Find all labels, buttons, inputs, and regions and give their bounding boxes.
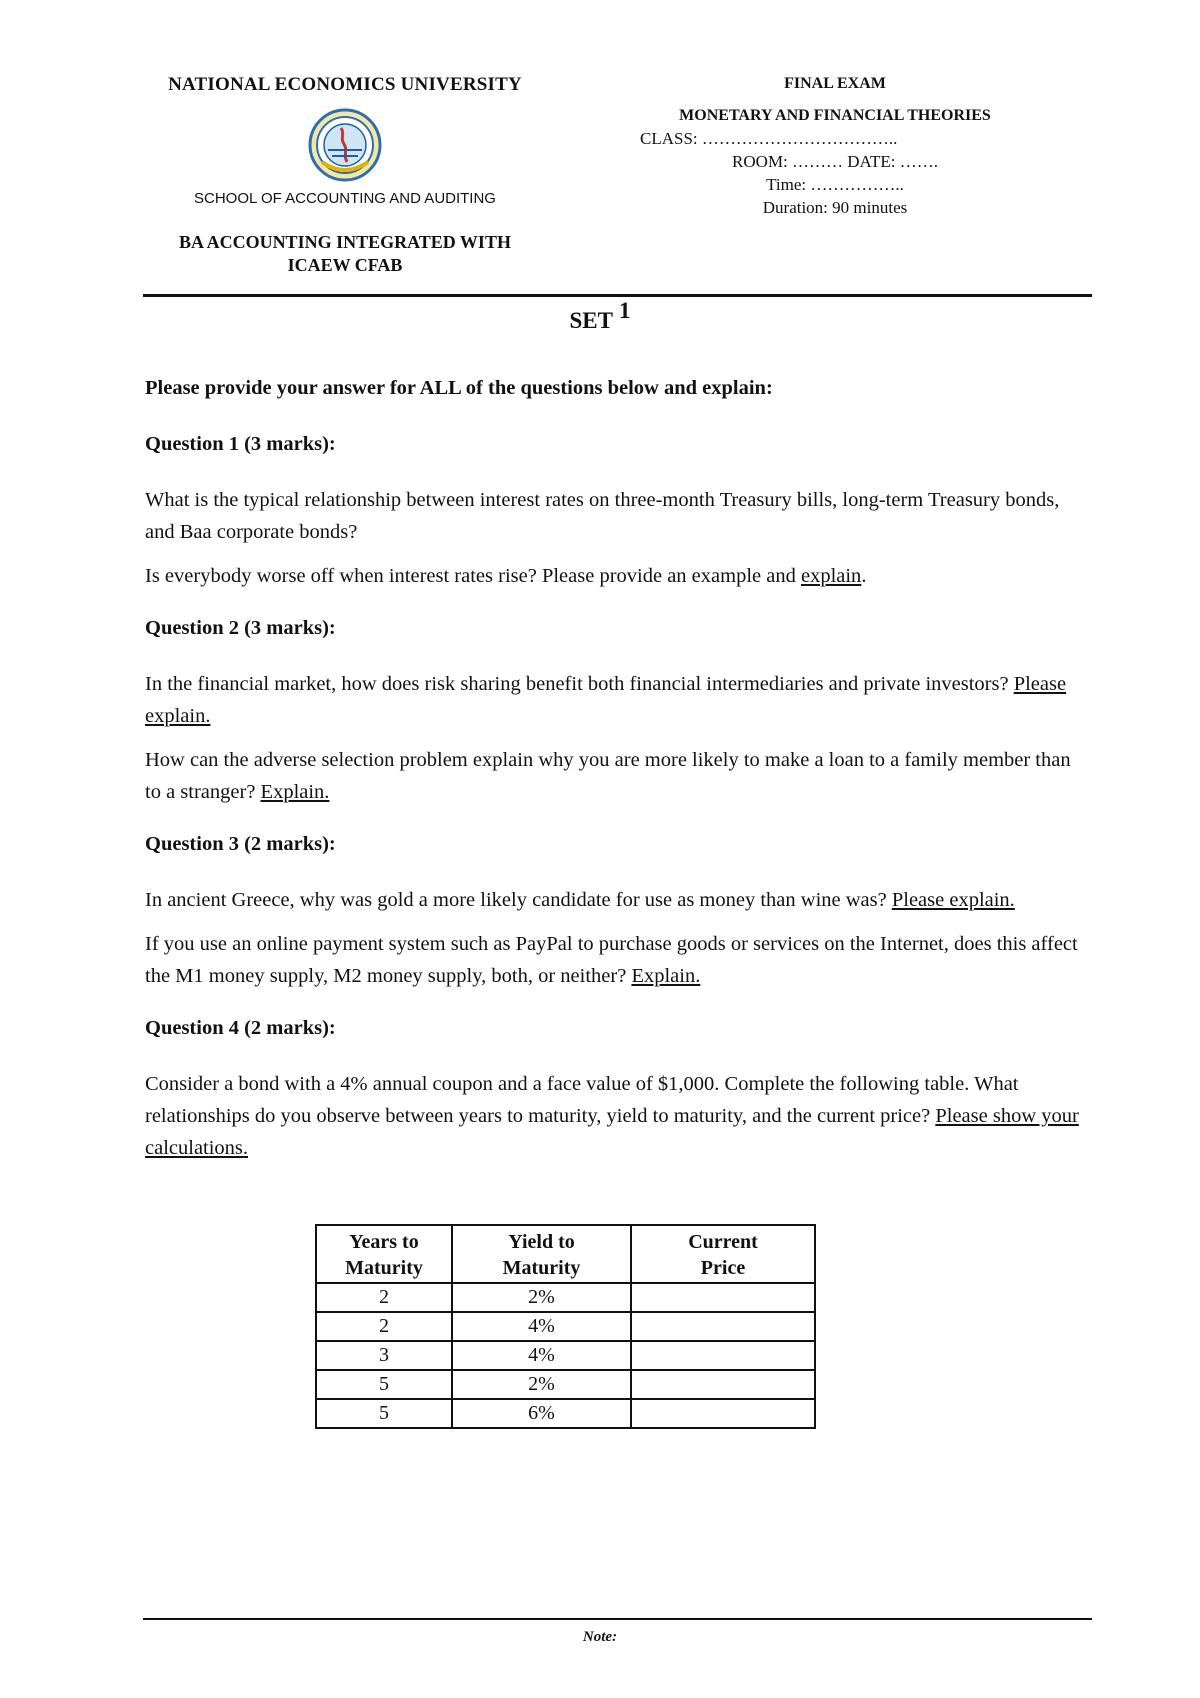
years-cell: 5 — [316, 1399, 452, 1428]
class-line: CLASS: …………………………….. — [640, 129, 898, 148]
years-cell: 2 — [316, 1283, 452, 1312]
price-cell[interactable] — [631, 1399, 815, 1428]
header-yield-to-maturity — [452, 1225, 631, 1283]
bond-table — [315, 1224, 816, 1429]
years-cell: 3 — [316, 1341, 452, 1370]
table-row — [316, 1399, 815, 1428]
yield-cell: 2% — [452, 1370, 631, 1399]
exam-title: FINAL EXAM — [784, 75, 886, 92]
set-text: SET — [569, 308, 613, 333]
header-divider — [143, 294, 1092, 297]
set-label — [0, 298, 1200, 334]
question-4-text-1 — [145, 1068, 1090, 1164]
footer-note: Note: — [582, 1629, 618, 1645]
years-cell: 5 — [316, 1370, 452, 1399]
question-2-explain-link-1: Please explain. — [145, 673, 1067, 727]
price-cell[interactable] — [631, 1370, 815, 1399]
school-name: SCHOOL OF ACCOUNTING AND AUDITING — [194, 190, 496, 207]
question-3-text-2-body: If you use an online payment system such as PayPal to purchase goods or services on the Internet, does this affect the M1 money supply, M2 money supply, both, or neither? — [145, 933, 1078, 987]
question-2-text-1-body: In the financial market, how does risk sharing benefit both financial intermediaries and private investors? — [145, 673, 1014, 695]
question-3-text-1-body: In ancient Greece, why was gold a more likely candidate for use as money than wine was? — [145, 889, 892, 911]
question-1-text-2-body: Is everybody worse off when interest rates rise? Please provide an example and — [145, 565, 801, 587]
question-2-heading: Question 2 (3 marks): — [145, 617, 336, 639]
header-cell-line: Years to — [349, 1231, 419, 1253]
price-cell[interactable] — [631, 1341, 815, 1370]
header-cell-line: Maturity — [345, 1257, 423, 1279]
question-2-text-2 — [145, 744, 1090, 808]
header-cell-line: Price — [700, 1257, 746, 1279]
question-3-explain-link-2: Explain. — [631, 965, 701, 987]
exam-content — [145, 372, 1090, 1164]
question-3-text-2 — [145, 928, 1090, 992]
table-row — [316, 1370, 815, 1399]
header-current-price — [631, 1225, 815, 1283]
program-line-1: BA ACCOUNTING INTEGRATED WITH — [179, 232, 511, 252]
price-cell[interactable] — [631, 1283, 815, 1312]
course-title: MONETARY AND FINANCIAL THEORIES — [679, 107, 991, 124]
program-line-2: ICAEW CFAB — [287, 255, 403, 275]
price-cell[interactable] — [631, 1312, 815, 1341]
header-right — [630, 72, 1040, 219]
question-4-text-1-body: Consider a bond with a 4% annual coupon and a face value of $1,000. Complete the following table. What relationships do you observe between years to maturity, yield to maturity, and the current price? — [145, 1073, 1019, 1127]
time-line: Time: …………….. — [766, 175, 904, 194]
question-1-explain-link: explain — [800, 565, 862, 587]
question-3-text-1 — [145, 884, 1090, 916]
university-name: NATIONAL ECONOMICS UNIVERSITY — [168, 74, 522, 95]
table-row — [316, 1283, 815, 1312]
table-row — [316, 1341, 815, 1370]
question-1-text-1: What is the typical relationship between interest rates on three-month Treasury bills, long-term Treasury bonds, and Baa corporate bonds? — [145, 489, 1060, 543]
question-3-explain-link-1: Please explain. — [891, 889, 1015, 911]
question-1-text-2 — [145, 560, 1090, 592]
header-cell-line: Current — [688, 1231, 758, 1253]
header-years-to-maturity — [316, 1225, 452, 1283]
yield-cell: 4% — [452, 1341, 631, 1370]
question-4-heading: Question 4 (2 marks): — [145, 1017, 336, 1039]
instructions: Please provide your answer for ALL of the questions below and explain: — [145, 377, 773, 399]
question-2-text-1 — [145, 668, 1090, 732]
program-name — [145, 231, 545, 277]
table-row — [316, 1312, 815, 1341]
question-2-text-2-body: How can the adverse selection problem explain why you are more likely to make a loan to a family member than to a stranger? — [145, 749, 1071, 803]
question-1-text-2-tail: . — [861, 565, 867, 587]
set-number: 1 — [618, 298, 631, 323]
question-3-heading: Question 3 (2 marks): — [145, 833, 336, 855]
yield-cell: 6% — [452, 1399, 631, 1428]
header-cell-line: Yield to — [508, 1231, 575, 1253]
years-cell: 2 — [316, 1312, 452, 1341]
yield-cell: 2% — [452, 1283, 631, 1312]
yield-cell: 4% — [452, 1312, 631, 1341]
question-2-explain-link-2: Explain. — [260, 781, 330, 803]
question-4-calc-link: Please show your calculations. — [145, 1105, 1079, 1159]
header-cell-line: Maturity — [502, 1257, 581, 1279]
header-left — [145, 74, 545, 277]
room-date-line: ROOM: ……… DATE: ……. — [732, 152, 938, 171]
table-header-row — [316, 1225, 815, 1283]
footer-divider — [143, 1618, 1092, 1620]
question-1-heading: Question 1 (3 marks): — [145, 433, 336, 455]
duration-line: Duration: 90 minutes — [762, 198, 908, 217]
university-logo — [308, 108, 382, 182]
